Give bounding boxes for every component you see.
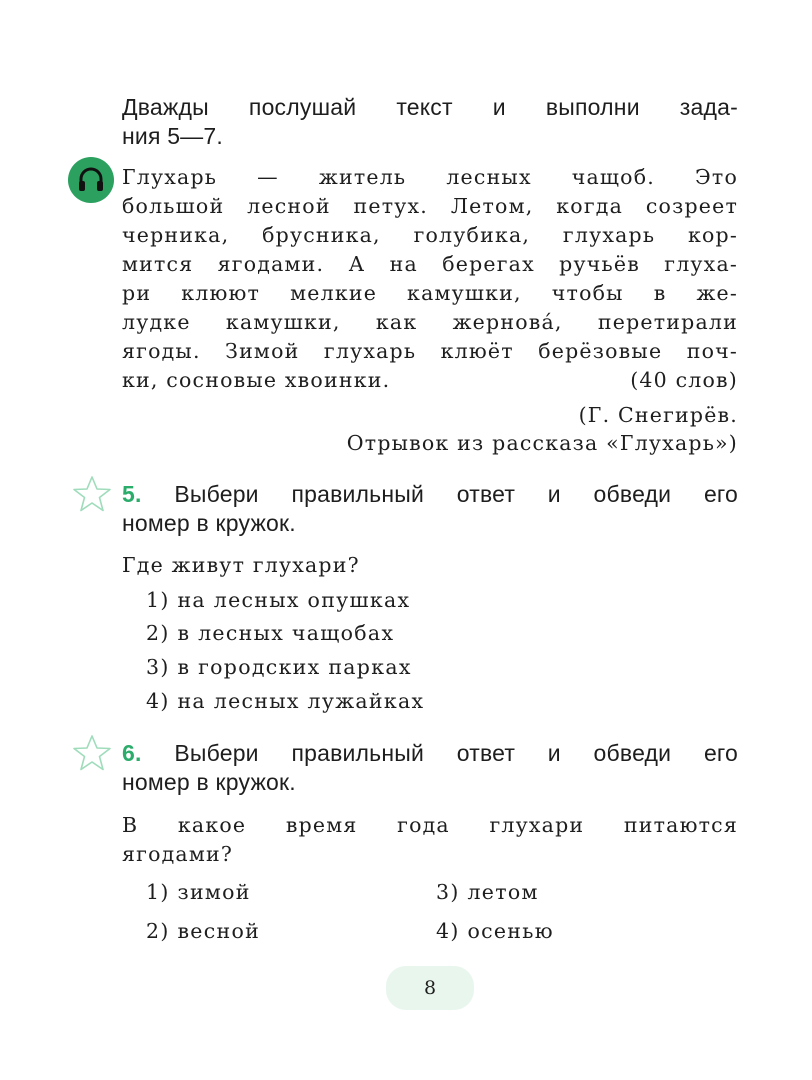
task5-instruction — [122, 481, 738, 508]
task6-instruction-2: номер в кружок. — [122, 769, 296, 795]
text-line-2: большой лесной петух. Летом, когда созреет — [122, 194, 738, 218]
task5-option-2[interactable]: 2) в лесных чащобах — [146, 621, 395, 645]
word-count: (40 слов) — [630, 368, 738, 392]
text-line-6: лудке камушки, как жернова́, перетирали — [122, 310, 738, 334]
text-line-7: ягоды. Зимой глухарь клюёт берёзовые поч- — [122, 339, 738, 363]
task5-instruction-2: номер в кружок. — [122, 510, 296, 536]
task6-instruction-text: Выбери правильный ответ и обведи его — [174, 740, 739, 766]
text-line-3: черника, брусника, голубика, глухарь кор- — [122, 223, 738, 247]
task5-option-3[interactable]: 3) в городских парках — [146, 655, 412, 679]
task6-number: 6. — [122, 740, 142, 766]
intro-line-1: Дважды послушай текст и выполни зада- — [122, 94, 738, 120]
text-line-8: ки, сосновые хвоинки. — [122, 368, 391, 392]
task6-option-4[interactable]: 4) осенью — [436, 919, 554, 943]
text-line-5: ри клюют мелкие камушки, чтобы в же- — [122, 281, 738, 305]
task5-option-4[interactable]: 4) на лесных лужайках — [146, 689, 425, 713]
task6-option-1[interactable]: 1) зимой — [146, 880, 251, 904]
task6-question-1: В какое время года глухари питаются — [122, 813, 738, 837]
task5-instruction-text: Выбери правильный ответ и обведи его — [174, 481, 739, 507]
star-icon — [72, 474, 112, 514]
intro-line-2: ния 5—7. — [122, 123, 223, 149]
task6-option-2[interactable]: 2) весной — [146, 919, 261, 943]
text-line-1: Глухарь — житель лесных чащоб. Это — [122, 165, 738, 189]
source-title: Отрывок из рассказа «Глухарь») — [346, 431, 738, 455]
page-number: 8 — [386, 966, 474, 1010]
task5-number: 5. — [122, 481, 142, 507]
task5-question: Где живут глухари? — [122, 553, 360, 577]
headphones-icon[interactable] — [68, 157, 114, 203]
text-line-4: мится ягодами. А на берегах ручьёв глуха- — [122, 252, 738, 276]
headphones-glyph — [76, 165, 106, 195]
source-author: (Г. Снегирёв. — [578, 403, 738, 427]
task5-option-1[interactable]: 1) на лесных опушках — [146, 588, 411, 612]
task6-question-2: ягодами? — [122, 842, 234, 866]
star-icon — [72, 733, 112, 773]
task6-option-3[interactable]: 3) летом — [436, 880, 539, 904]
task6-instruction — [122, 740, 738, 767]
